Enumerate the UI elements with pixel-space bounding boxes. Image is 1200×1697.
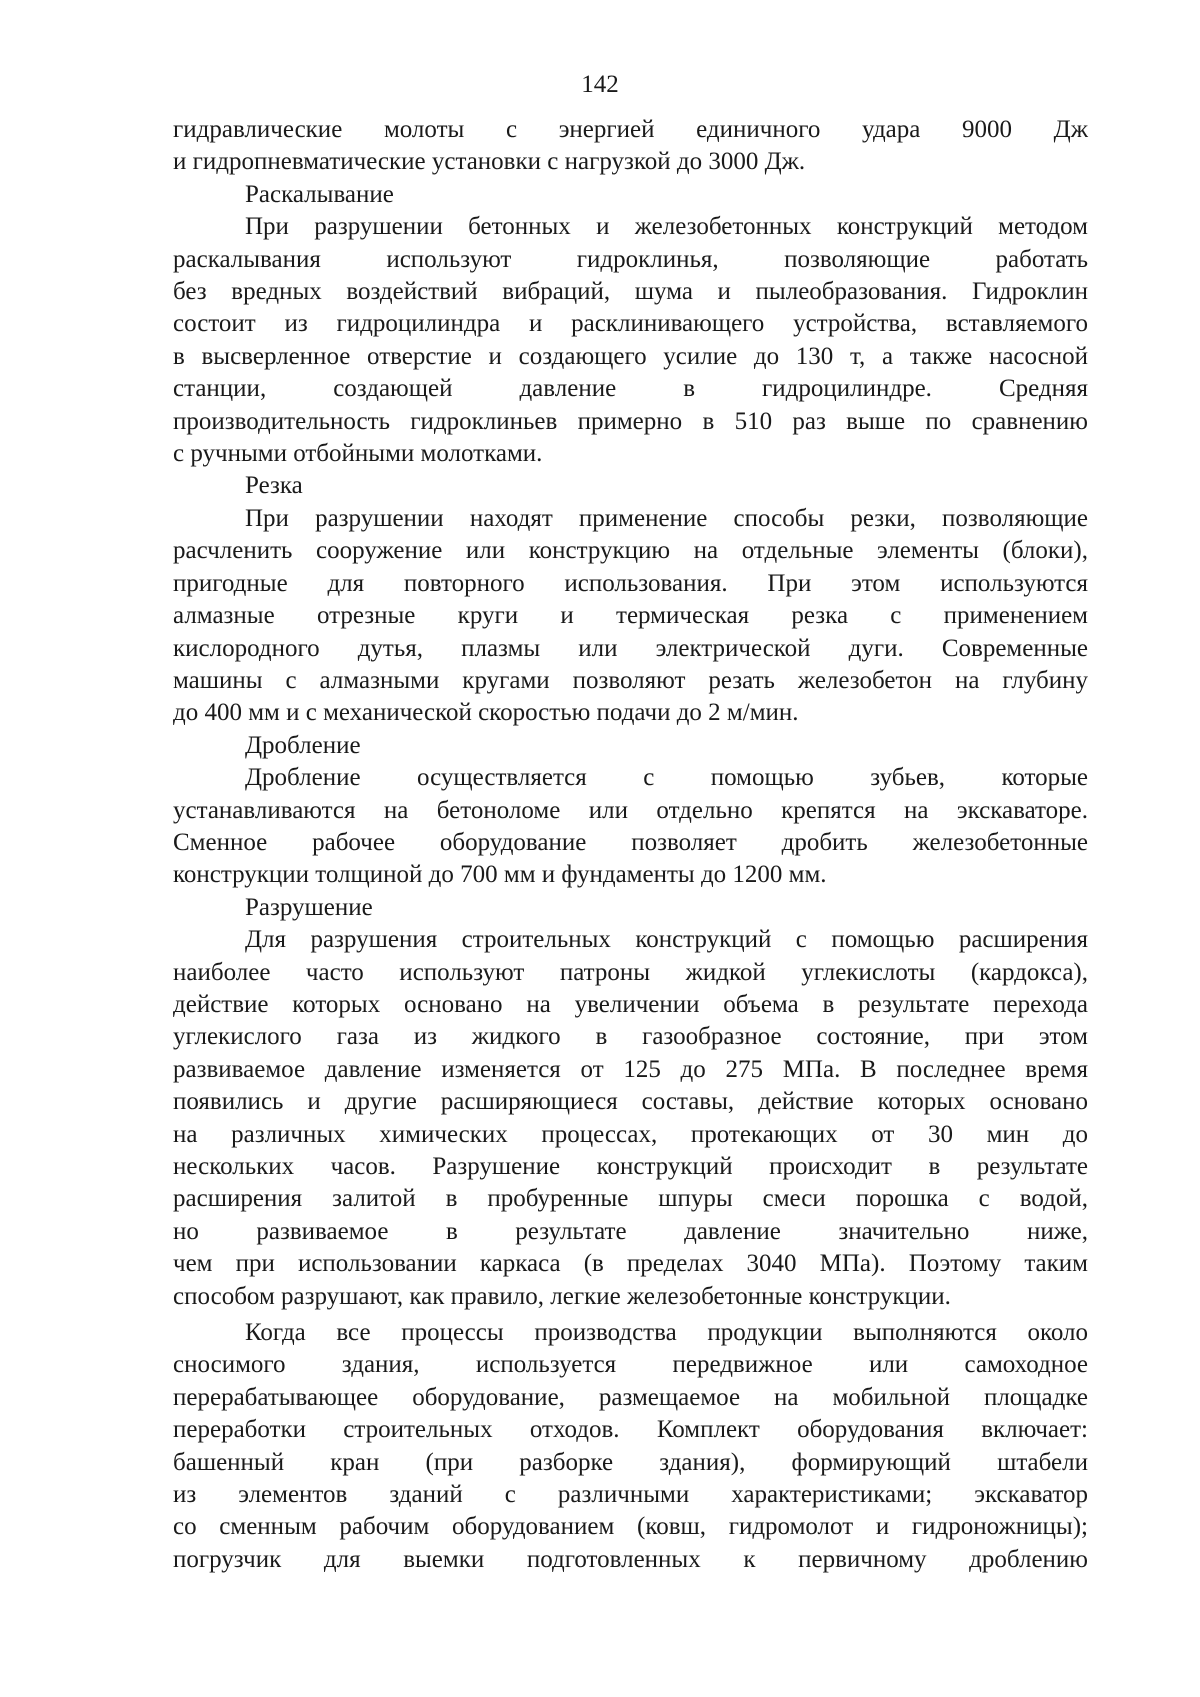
text-line: расширения залитой в пробуренные шпуры смеси порошка с водой, xyxy=(173,1185,1088,1213)
text-line: Сменное рабочее оборудование позволяет дробить железобетонные xyxy=(173,828,1088,856)
paragraph xyxy=(173,924,1088,1313)
text-line: При разрушении бетонных и железобетонных конструкций методом xyxy=(245,213,1088,241)
paragraph xyxy=(173,762,1088,892)
text-line: действие которых основано на увеличении объема в результате перехода xyxy=(173,990,1088,1018)
text-line: до 400 мм и с механической скоростью подачи до 2 м/мин. xyxy=(173,699,799,727)
text-line: развиваемое давление изменяется от 125 до 275 МПа. В последнее время xyxy=(173,1055,1088,1083)
text-line: углекислого газа из жидкого в газообразное состояние, при этом xyxy=(173,1023,1088,1051)
paragraph xyxy=(173,503,1088,730)
text-line: производительность гидроклиньев примерно в 510 раз выше по сравнению xyxy=(173,407,1088,435)
text-line: пригодные для повторного использования. При этом используются xyxy=(173,569,1088,597)
text-line: конструкции толщиной до 700 мм и фундаменты до 1200 мм. xyxy=(173,861,827,889)
text-line: кислородного дутья, плазмы или электрической дуги. Современные xyxy=(173,634,1088,662)
text-line: состоит из гидроцилиндра и расклинивающего устройства, вставляемого xyxy=(173,310,1088,338)
section-heading: Дробление xyxy=(245,731,361,759)
paragraph xyxy=(173,114,1088,179)
section-heading: Резка xyxy=(245,472,303,500)
text-line: переработки строительных отходов. Комплект оборудования включает: xyxy=(173,1416,1088,1444)
paragraph xyxy=(173,211,1088,470)
section-heading: Разрушение xyxy=(245,893,373,921)
text-line: Когда все процессы производства продукции выполняются около xyxy=(245,1319,1088,1347)
text-line: способом разрушают, как правило, легкие железобетонные конструкции. xyxy=(173,1282,951,1310)
paragraph xyxy=(173,1317,1088,1576)
text-line: со сменным рабочим оборудованием (ковш, гидромолот и гидроножницы); xyxy=(173,1513,1088,1541)
body-text xyxy=(173,114,1088,1576)
text-line: гидравлические молоты с энергией единичного удара 9000 Дж xyxy=(173,116,1088,143)
text-line: алмазные отрезные круги и термическая резка с применением xyxy=(173,602,1088,630)
text-line: станции, создающей давление в гидроцилиндре. Средняя xyxy=(173,375,1088,403)
text-line: сносимого здания, используется передвижное или самоходное xyxy=(173,1351,1088,1379)
text-line: погрузчик для выемки подготовленных к первичному дроблению xyxy=(173,1545,1088,1573)
page-number: 142 xyxy=(581,71,619,98)
text-line: перерабатывающее оборудование, размещаемое на мобильной площадке xyxy=(173,1383,1088,1411)
text-line: устанавливаются на бетоноломе или отдельно крепятся на экскаваторе. xyxy=(173,796,1088,824)
text-line: наиболее часто используют патроны жидкой углекислоты (кардокса), xyxy=(173,958,1088,986)
text-line: Дробление осуществляется с помощью зубьев, которые xyxy=(245,764,1088,792)
text-line: машины с алмазными кругами позволяют резать железобетон на глубину xyxy=(173,666,1088,694)
text-line: раскалывания используют гидроклинья, позволяющие работать xyxy=(173,245,1088,273)
text-line: появились и другие расширяющиеся составы, действие которых основано xyxy=(173,1088,1088,1116)
section-heading: Раскалывание xyxy=(245,180,394,208)
text-line: на различных химических процессах, протекающих от 30 мин до xyxy=(173,1120,1088,1148)
text-line: нескольких часов. Разрушение конструкций происходит в результате xyxy=(173,1153,1088,1180)
text-line: без вредных воздействий вибраций, шума и пылеобразования. Гидроклин xyxy=(173,278,1088,306)
text-line: но развиваемое в результате давление значительно ниже, xyxy=(173,1217,1088,1245)
text-line: башенный кран (при разборке здания), формирующий штабели xyxy=(173,1448,1088,1476)
text-line: с ручными отбойными молотками. xyxy=(173,440,543,468)
text-line: из элементов зданий с различными характеристиками; экскаватор xyxy=(173,1481,1088,1509)
text-line: расчленить сооружение или конструкцию на отдельные элементы (блоки), xyxy=(173,537,1088,565)
text-line: и гидропневматические установки с нагрузкой до 3000 Дж. xyxy=(173,148,806,176)
text-line: Для разрушения строительных конструкций с помощью расширения xyxy=(245,926,1088,954)
text-line: При разрушении находят применение способы резки, позволяющие xyxy=(245,504,1088,532)
text-line: в высверленное отверстие и создающего усилие до 130 т, а также насосной xyxy=(173,342,1088,370)
text-line: чем при использовании каркаса (в пределах 3040 МПа). Поэтому таким xyxy=(173,1250,1088,1278)
